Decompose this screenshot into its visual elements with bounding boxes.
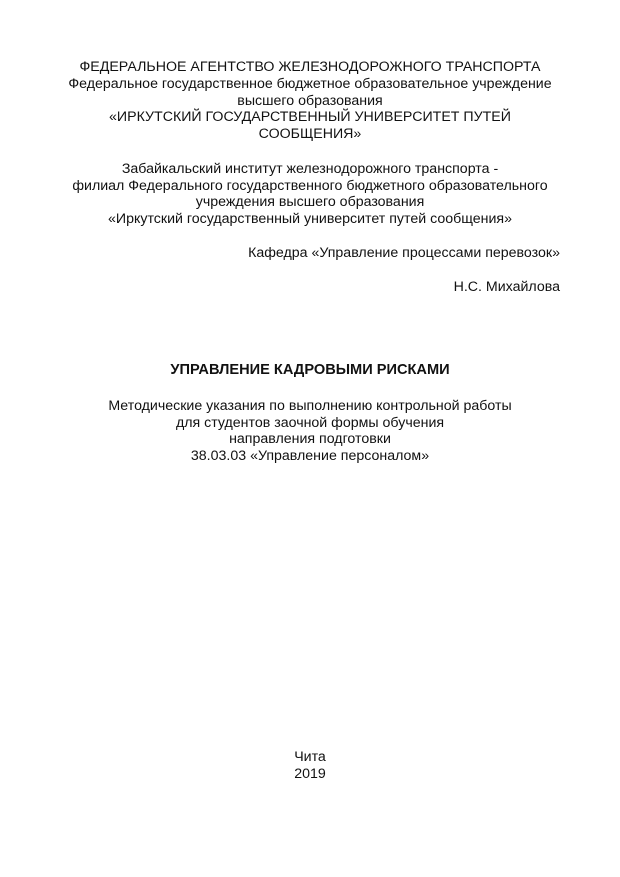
department: Кафедра «Управление процессами перевозок» [248,245,560,261]
document-title: УПРАВЛЕНИЕ КАДРОВЫМИ РИСКАМИ [170,362,450,378]
subtitle-line-2: для студентов заочной формы обучения [175,415,445,431]
city: Чита [294,749,326,765]
institution-line-2: высшего образования [237,93,383,109]
university-line-1: «ИРКУТСКИЙ ГОСУДАРСТВЕННЫЙ УНИВЕРСИТЕТ ПУТЕЙ [109,109,511,125]
university-line-2: СООБЩЕНИЯ» [258,126,362,142]
agency-name: ФЕДЕРАЛЬНОЕ АГЕНТСТВО ЖЕЛЕЗНОДОРОЖНОГО ТРАНСПОРТА [79,59,541,75]
year: 2019 [294,766,326,782]
author: Н.С. Михайлова [453,279,560,295]
institution-line-1: Федеральное государственное бюджетное образовательное учреждение [68,76,552,92]
subtitle-line-1: Методические указания по выполнению контрольной работы [108,398,512,414]
branch-line-3: учреждения высшего образования [195,194,425,210]
branch-line-2: филиал Федерального государственного бюджетного образовательного [72,178,548,194]
branch-line-4: «Иркутский государственный университет путей сообщения» [108,211,512,227]
subtitle-line-4: 38.03.03 «Управление персоналом» [190,448,430,464]
branch-line-1: Забайкальский институт железнодорожного транспорта - [121,161,499,177]
subtitle-line-3: направления подготовки [229,431,391,447]
